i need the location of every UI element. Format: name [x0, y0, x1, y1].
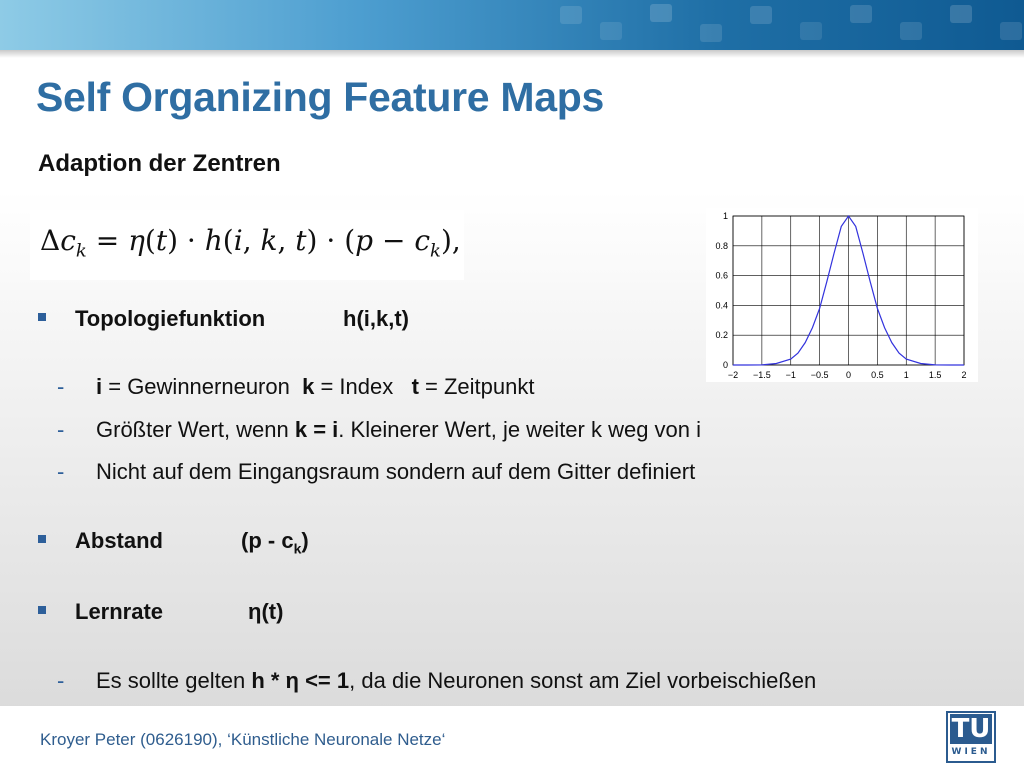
- formula-equals: =: [86, 224, 129, 257]
- formula-k-sub: k: [430, 240, 441, 262]
- max-value-line: [96, 417, 701, 443]
- x-tick-label: −1: [785, 370, 796, 380]
- x-tick-label: −1.5: [752, 370, 771, 380]
- x-tick-label: 1.5: [928, 370, 942, 380]
- header-tile: [800, 22, 822, 40]
- bullet-square: [38, 535, 46, 543]
- var-i-text: = Gewinnerneuron: [102, 374, 303, 399]
- distance-expr-pre: (p - c: [241, 528, 294, 553]
- dash-marker: -: [57, 459, 65, 484]
- x-tick-label: −0.5: [810, 370, 829, 380]
- chart-svg: [706, 208, 978, 382]
- dash-marker: -: [57, 668, 65, 693]
- formula-k: k: [260, 224, 278, 257]
- learning-rate-expr: η(t): [248, 599, 284, 624]
- x-tick-label: 0.5: [871, 370, 884, 380]
- y-tick-label: 0.8: [715, 240, 728, 251]
- grid-defined-line: Nicht auf dem Eingangsraum sondern auf dem Gitter definiert: [96, 459, 696, 484]
- formula-dot: ·: [317, 224, 345, 257]
- header-tile: [1000, 22, 1022, 40]
- formula-paren: ),: [440, 224, 461, 257]
- footer-author: Kroyer Peter (0626190), ‘Künstliche Neuronale Netze‘: [40, 730, 446, 749]
- variable-definitions: [96, 374, 534, 400]
- formula-paren: ): [167, 224, 179, 257]
- topology-expr: h(i,k,t): [343, 306, 409, 331]
- formula-c: c: [60, 224, 76, 257]
- condition-pre: Es sollte gelten: [96, 668, 252, 693]
- var-t: t: [411, 374, 419, 399]
- formula-box: [30, 210, 464, 280]
- learning-rate-heading: [75, 599, 284, 625]
- condition-line: [96, 668, 816, 694]
- formula-i: i: [233, 224, 243, 257]
- y-tick-label: 0.4: [715, 300, 728, 311]
- tu-wien-logo: [946, 711, 996, 763]
- dash-marker: -: [57, 417, 65, 442]
- condition-post: , da die Neuronen sonst am Ziel vorbeischießen: [349, 668, 817, 693]
- update-formula: [40, 224, 461, 262]
- formula-dot: ·: [178, 224, 205, 257]
- x-tick-label: −2: [727, 370, 739, 380]
- y-tick-label: 0: [722, 360, 728, 370]
- learning-rate-label: Lernrate: [75, 599, 164, 624]
- distance-label: Abstand: [75, 528, 163, 553]
- y-tick-label: 0.2: [715, 330, 728, 341]
- var-k-text: = Index: [314, 374, 412, 399]
- slide-title: Self Organizing Feature Maps: [36, 74, 604, 120]
- distance-heading: [75, 528, 309, 557]
- header-tile: [950, 5, 972, 23]
- max-value-pre: Größter Wert, wenn: [96, 417, 295, 442]
- formula-minus: −: [373, 224, 415, 257]
- logo-tu-text: TU: [951, 714, 991, 744]
- header-shadow: [0, 50, 1024, 58]
- x-tick-label: 0: [845, 370, 852, 380]
- var-k: k: [302, 374, 315, 399]
- slide-subtitle: Adaption der Zentren: [38, 150, 281, 177]
- distance-expr-sub: k: [293, 540, 302, 557]
- formula-paren: ): [306, 224, 318, 257]
- header-tile: [650, 4, 672, 22]
- formula-delta: Δ: [40, 224, 61, 257]
- max-value-bold: k = i: [294, 417, 339, 442]
- header-tile: [600, 22, 622, 40]
- formula-t: t: [155, 224, 168, 257]
- distance-expr-post: ): [301, 528, 309, 553]
- formula-h: h: [204, 224, 223, 257]
- bullet-square: [38, 313, 46, 321]
- formula-k-sub: k: [75, 240, 87, 262]
- formula-paren: (: [344, 224, 356, 257]
- header-tile: [900, 22, 922, 40]
- formula-paren: (: [222, 224, 234, 257]
- header-tile: [560, 6, 582, 24]
- formula-c: c: [414, 224, 431, 257]
- formula-p: p: [355, 224, 374, 257]
- formula-paren: (: [144, 224, 156, 257]
- condition-bold: h * η <= 1: [251, 668, 350, 693]
- x-tick-label: 2: [961, 370, 967, 380]
- formula-t: t: [295, 224, 307, 257]
- bullet-square: [38, 606, 46, 614]
- header-tile: [850, 5, 872, 23]
- formula-eta: η: [128, 224, 145, 257]
- max-value-post: . Kleinerer Wert, je weiter k weg von i: [338, 417, 702, 442]
- dash-marker: -: [57, 374, 65, 399]
- formula-comma: ,: [242, 224, 261, 257]
- header-bar: [0, 0, 1024, 50]
- x-tick-label: 1: [903, 370, 909, 380]
- logo-wien-text: WIEN: [951, 747, 991, 757]
- var-i: i: [96, 374, 103, 399]
- distance-expr: [241, 528, 309, 556]
- y-tick-label: 0.6: [715, 270, 728, 281]
- formula-comma: ,: [277, 224, 296, 257]
- header-tile: [750, 6, 772, 24]
- gaussian-chart: [706, 208, 978, 382]
- y-tick-label: 1: [722, 211, 728, 221]
- var-t-text: = Zeitpunkt: [418, 374, 535, 399]
- topology-label: Topologiefunktion: [75, 306, 266, 331]
- topology-heading: [75, 306, 409, 332]
- header-tile: [700, 24, 722, 42]
